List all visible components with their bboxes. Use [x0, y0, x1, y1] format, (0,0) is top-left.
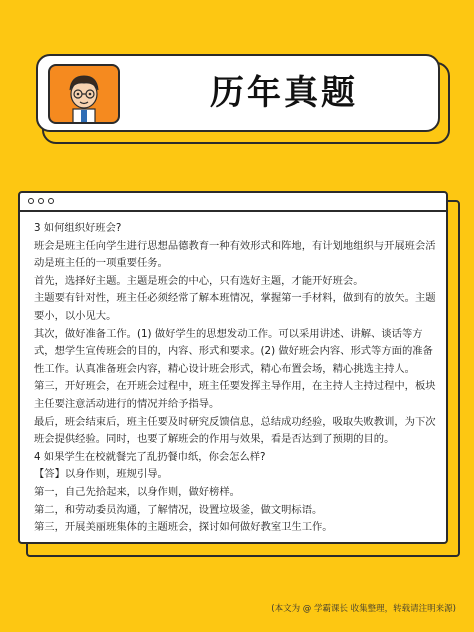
title-card — [36, 54, 440, 132]
paragraph: 其次，做好准备工作。(1) 做好学生的思想发动工作。可以采用讲述、讲解、谈话等方式，想学生宣传班会的目的，内容、形式和要求。(2) 做好班会内容、形式等方面的准备性工作。认真准备班会内容，精心设计班会形式，精心布置会场，精心挑选主持人。 — [34, 327, 433, 375]
window-dot-icon — [38, 198, 44, 204]
window-title-bar — [20, 193, 446, 212]
paragraph: 第三，开好班会，在开班会过程中，班主任要发挥主导作用，在主持人主持过程中，板块主任要注意活动进行的情况并给予指导。 — [34, 380, 436, 410]
document-card — [18, 191, 448, 544]
paragraph: 最后，班会结束后，班主任要及时研究反馈信息，总结成功经验，吸取失败教训，为下次班会提供经验。同时，也要了解班会的作用与效果，看是否达到了预期的目的。 — [34, 415, 436, 446]
window-dot-icon — [48, 198, 54, 204]
page-title: 历年真题 — [210, 73, 358, 113]
answer-line: 【答】以身作则，班规引导。 — [34, 468, 168, 481]
document-body — [34, 220, 438, 537]
paragraph: 首先，选择好主题。主题是班会的中心，只有选好主题，才能开好班会。 — [34, 274, 364, 287]
footer-credit: (本文为 @ 学霸课长 收集整理，转载请注明来源) — [271, 604, 456, 614]
avatar — [48, 64, 120, 124]
paragraph: 班会是班主任向学生进行思想品德教育一种有效形式和阵地，有计划地组织与开展班会活动是班主任的一项重要任务。 — [34, 239, 436, 270]
paragraph: 第一，自己先拾起来，以身作则，做好榜样。 — [34, 485, 240, 498]
question-heading: 3 如何组织好班会? — [34, 222, 122, 234]
paragraph: 主题要有针对性，班主任必须经常了解本班情况，掌握第一手材料，做到有的放矢。主题要小，以小见大。 — [34, 292, 436, 322]
paragraph: 第二，和劳动委员沟通，了解情况，设置垃圾釜，做文明标语。 — [34, 503, 323, 516]
cartoon-boy-avatar-icon — [50, 66, 118, 122]
window-dot-icon — [28, 198, 34, 204]
paragraph: 第三，开展美丽班集体的主题班会，探讨如何做好教室卫生工作。 — [34, 521, 333, 534]
question-heading: 4 如果学生在校就餐完了乱扔餐巾纸，你会怎么样? — [34, 450, 266, 463]
